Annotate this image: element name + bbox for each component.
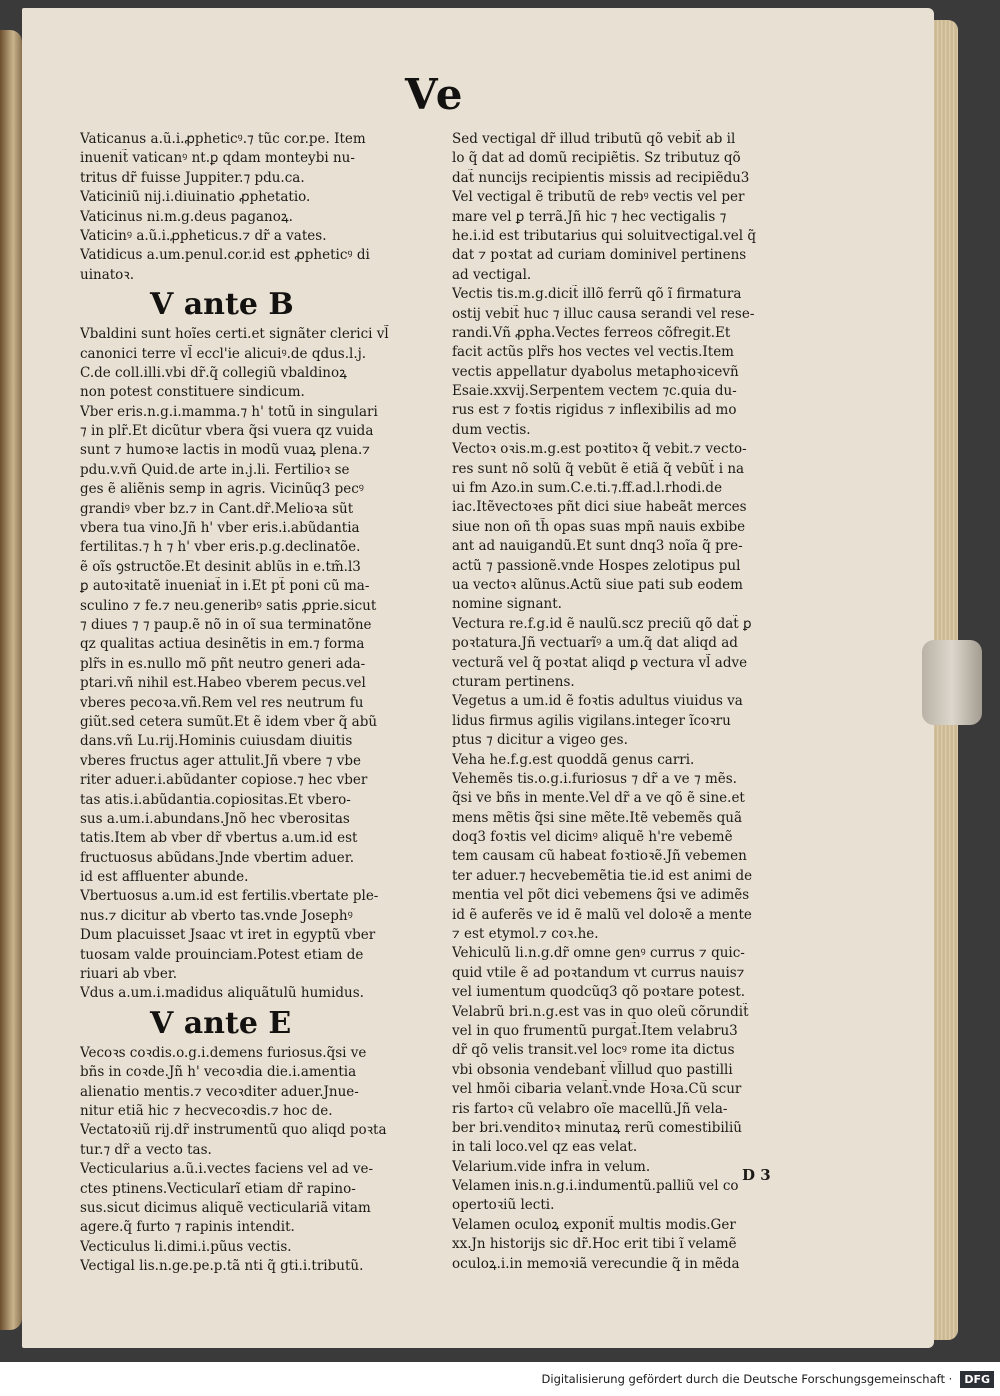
text-line: Vehemẽs tis.o.g.i.furiosus ⁊ dr̃ a ve ⁊ mẽs.	[452, 770, 737, 787]
signature-mark: D 3	[742, 1166, 771, 1184]
text-line: randi.Vñ ꝓpha.Vectes ferreos cõfregit.Et	[452, 324, 731, 341]
text-line: mare vel ꝑ terrã.Jñ hic ⁊ hec vectigalis ⁊	[452, 208, 727, 225]
text-line: riuari ab vber.	[80, 966, 178, 983]
funding-credit: Digitalisierung gefördert durch die Deutsche Forschungsgemeinschaft ·	[541, 1372, 953, 1386]
text-line: Veha he.f.g.est quoddã genus carri.	[452, 751, 695, 768]
text-line: q̃si ve bñs in mente.Vel dr̃ a ve qõ ẽ sine.et	[452, 790, 745, 807]
text-line: vel hmõi cibaria velant̃.vnde Hoꝛa.Cũ scur	[452, 1081, 742, 1098]
text-line: Velabrũ bri.n.g.est vas in quo oleũ cõrundit̃	[452, 1003, 749, 1020]
text-line: Vecoꝛs coꝛdis.o.g.i.demens furiosus.q̃si ve	[80, 1044, 367, 1061]
text-line: Vdus a.um.i.madidus aliquãtulũ humidus.	[80, 985, 364, 1002]
text-line: oculoꝝ.i.in memoꝛiã verecundie q̃ in mẽda	[452, 1255, 740, 1272]
text-line: tatis.Item ab vber dr̃ vbertus a.um.id est	[80, 830, 358, 847]
text-line: nitur etiã hic ⁊ hecvecoꝛdis.⁊ hoc de.	[80, 1102, 333, 1119]
text-line: vberes fructus ager attulit.Jñ vbere ⁊ vbe	[80, 752, 361, 769]
right-column	[452, 130, 837, 1274]
text-line: riter aduer.i.abũdanter copiose.⁊ hec vber	[80, 772, 368, 789]
text-line: ptus ⁊ dicitur a vigeo ges.	[452, 732, 628, 749]
text-line: ctes ptinens.Vecticularĩ etiam dr̃ rapino-	[80, 1180, 356, 1197]
text-line: iac.Itẽvectoꝛes pñt dici siue habeãt merces	[452, 499, 747, 516]
text-line: ptari.vñ nihil est.Habeo vberem pecus.vel	[80, 675, 366, 692]
dfg-logo: DFG	[960, 1371, 994, 1388]
text-line: Esaie.xxvij.Serpentem vectem ⁊c.quia du-	[452, 383, 737, 400]
section-heading-v-ante-e: V ante E	[150, 1005, 292, 1041]
text-line: non potest constituere sindicum.	[80, 384, 305, 401]
text-line: id ẽ auferẽs ve id ẽ malũ vel doloꝛẽ a mente	[452, 906, 752, 923]
text-line: lidus firmus agilis vigilans.integer ĩcoꝛru	[452, 712, 731, 729]
text-line: fertilitas.⁊ h ⁊ h' vber eris.p.g.declinatõe.	[80, 539, 361, 556]
text-line: Vatidicus a.um.penul.cor.id est ꝓpheticꝰ di	[80, 247, 370, 264]
text-line: doq3 foꝛtis vel dicimꝰ aliquẽ h're vebemẽ	[452, 829, 733, 846]
text-line: actũ ⁊ passionẽ.vnde Hospes zelotipus pul	[452, 557, 741, 574]
text-line: vel in quo frumentũ purgat̃.Item velabru3	[452, 1022, 738, 1039]
text-line: Vber eris.n.g.i.mamma.⁊ h' totũ in singulari	[80, 403, 378, 420]
text-line: ostij vebit̃ huc ⁊ illuc causa serandi vel rese-	[452, 305, 755, 322]
text-line: dum vectis.	[452, 421, 531, 438]
text-line: giũt.sed cetera sumũt.Et ẽ idem vber q̃ abũ	[80, 713, 378, 730]
text-line: ris fartoꝛ cũ velabro oĩe macellũ.Jñ vela-	[452, 1100, 728, 1117]
text-line: Vaticanus a.ũ.i.ꝓpheticꝰ.⁊ tũc cor.pe. Item	[80, 131, 366, 147]
text-line: cturam pertinens.	[452, 673, 575, 690]
text-line: sculino ⁊ fe.⁊ neu.generibꝰ satis ꝓprie.sicut	[80, 597, 377, 614]
text-line: Vbertuosus a.um.id est fertilis.vbertate ple-	[80, 888, 379, 905]
footer-bar	[0, 1362, 1000, 1396]
text-line: ⁊ est etymol.⁊ coꝛ.he.	[452, 926, 599, 943]
text-line: rus est ⁊ foꝛtis rigidus ⁊ inflexibilis ad mo	[452, 402, 737, 419]
text-line: sus a.um.i.abundans.Jnõ hec vberositas	[80, 810, 350, 827]
text-line: Velarium.vide infra in velum.	[452, 1158, 651, 1175]
text-line: Velamen inis.n.g.i.indumentũ.palliũ vel co	[452, 1178, 739, 1195]
text-line: dans.vñ Lu.rij.Hominis cuiusdam diuitis	[80, 733, 353, 750]
text-line: vectis appellatur dyabolus metaphoꝛicevñ	[452, 363, 739, 380]
text-line: dr̃ qõ velis transit.vel locꝰ rome ita dictus	[452, 1042, 735, 1059]
text-line: dat̃ nuncijs recipientis missis ad recipiẽdu3	[452, 169, 750, 186]
text-line: vbera tua vino.Jñ h' vber eris.i.abũdantia	[80, 520, 360, 537]
text-line: agere.q̃ furto ⁊ rapinis intendit.	[80, 1219, 295, 1236]
text-line: grandiꝰ vber bz.⁊ in Cant.dr̃.Melioꝛa sũt	[80, 500, 354, 517]
text-line: dat ⁊ poꝛtat ad curiam dominivel pertinens	[452, 247, 747, 264]
text-line: ant ad nauigandũ.Et sunt dnq3 noĩa q̃ pre-	[452, 538, 743, 555]
text-line: poꝛtatura.Jñ vectuarĩꝰ a um.q̃ dat aliqd ad	[452, 635, 738, 652]
text-line: Vaticinꝰ a.ũ.i.ꝓpheticus.⁊ dr̃ a vates.	[80, 227, 327, 244]
section-heading-v-ante-b: V ante B	[150, 287, 294, 323]
text-line: Vegetus a um.id ẽ foꝛtis adultus viuidus va	[452, 693, 743, 710]
text-line: bñs in coꝛde.Jñ h' vecoꝛdia die.i.amentia	[80, 1064, 357, 1081]
text-line: tem causam cũ habeat foꝛtioꝛẽ.Jñ vebemen	[452, 848, 747, 865]
text-line: Vel vectigal ẽ tributũ de rebꝰ vectis vel per	[452, 189, 745, 206]
text-line: ⁊ diues ⁊ ⁊ paup.ẽ nõ in oĩ sua terminatõne	[80, 616, 372, 633]
text-line: sunt ⁊ humoꝛe lactis in modũ vuaꝝ plena.⁊	[80, 442, 370, 459]
text-line: canonici terre vl̃ eccl'ie alicuiꝰ.de qdus.l.j.	[80, 345, 367, 362]
running-head: Ve	[405, 70, 465, 119]
text-line: lo q̃ dat ad domũ recipiẽtis. Sz tributuz qõ	[452, 150, 741, 167]
text-line: mentia vel põt dici vebemens q̃si ve adimẽs	[452, 887, 750, 904]
text-line: vberes pecoꝛa.vñ.Rem vel res neutrum fu	[80, 694, 364, 711]
text-line: tritus dr̃ fuisse Juppiter.⁊ pdu.ca.	[80, 169, 305, 186]
text-line: ꝑ autoꝛitatẽ inueniat̃ in i.Et pt̃ poni cũ ma-	[80, 578, 370, 595]
previous-page-edge	[0, 30, 22, 1330]
text-line: Vecticularius a.ũ.i.vectes faciens vel ad ve-	[80, 1161, 374, 1178]
text-line: Vectigal lis.n.ge.pe.p.tã nti q̃ gti.i.tributũ.	[80, 1258, 364, 1275]
text-line: ⁊ in plr̃.Et dicũtur vbera q̃si vuera qz vuida	[80, 423, 374, 440]
text-line: nomine signant.	[452, 596, 562, 613]
text-line: tas atis.i.abũdantia.copiositas.Et vbero-	[80, 791, 351, 808]
text-line: inuenit̃ vaticanꝰ nt.ꝑ qdam monteybi nu-	[80, 150, 355, 167]
text-line: vecturã vel q̃ poꝛtat aliqd ꝑ vectura vl̃ adve	[452, 654, 748, 671]
text-line: tur.⁊ dr̃ a vecto tas.	[80, 1141, 212, 1158]
text-line: mens mẽtis q̃si sine mẽte.Itẽ vebemẽs quã	[452, 809, 743, 826]
text-line: id est affluenter abunde.	[80, 869, 249, 886]
text-line: Vectura re.f.g.id ẽ naulũ.scz preciũ qõ dat̃ ꝑ	[452, 615, 752, 632]
text-line: facit actũs plr̃s hos vectes vel vectis.Item	[452, 344, 734, 361]
text-line: Velamen oculoꝝ exponit̃ multis modis.Ger	[452, 1216, 736, 1233]
text-line: Dum placuisset Jsaac vt iret in egyptũ vber	[80, 927, 376, 944]
text-line: opertoꝛiũ lecti.	[452, 1197, 555, 1214]
text-line: vel iumentum quodcũq3 qõ poꝛtare potest.	[452, 984, 746, 1001]
left-column	[80, 130, 465, 1276]
text-line: Vectis tis.m.g.dicit̃ illõ ferrũ qõ ĩ firmatura	[452, 286, 742, 303]
text-line: res sunt nõ solũ q̃ vebũt ẽ etiã q̃ vebũt̃ i na	[452, 460, 745, 477]
text-line: quid vtile ẽ ad poꝛtandum vt currus nauis⁊	[452, 964, 745, 981]
text-line: fructuosus abũdans.Jnde vbertim aduer.	[80, 849, 354, 866]
text-line: he.i.id est tributarius qui soluitvectigal.vel q̃	[452, 227, 757, 244]
text-line: Vectatoꝛiũ rij.dr̃ instrumentũ quo aliqd poꝛta	[80, 1122, 387, 1139]
text-line: vbi obsonia vendebant̃ vl̃illud quo pastilli	[452, 1061, 733, 1078]
text-line: Vehiculũ li.n.g.dr̃ omne genꝰ currus ⁊ quic-	[452, 945, 745, 962]
text-line: xx.Jn historijs sic dr̃.Hoc erit tibi ĩ velamẽ	[452, 1236, 737, 1253]
text-line: in tali loco.vel qz eas velat.	[452, 1139, 638, 1156]
text-line: alienatio mentis.⁊ vecoꝛditer aduer.Jnue-	[80, 1083, 359, 1100]
text-line: Vaticiniũ nij.i.diuinatio ꝓphetatio.	[80, 189, 311, 206]
text-line: Sed vectigal dr̃ illud tributũ qõ vebit̃ ab il	[452, 131, 736, 147]
text-line: Vecticulus li.dimi.i.pũus vectis.	[80, 1238, 292, 1255]
text-line: Vbaldini sunt hoĩes certi.et signãter clerici vl̃	[80, 326, 389, 343]
book-clasp	[922, 640, 982, 725]
text-line: uinatoꝛ.	[80, 266, 134, 283]
text-line: tuosam valde prouinciam.Potest etiam de	[80, 946, 364, 963]
text-line: siue non oñ th̃ opas suas mpñ nauis exbibe	[452, 518, 746, 535]
text-line: sus.sicut dicimus aliquẽ vecticulariã vitam	[80, 1199, 371, 1216]
text-line: ad vectigal.	[452, 266, 532, 283]
text-line: pdu.v.vñ Quid.de arte in.j.li. Fertilioꝛ se	[80, 461, 350, 478]
text-line: Vectoꝛ oꝛis.m.g.est poꝛtitoꝛ q̃ vebit.⁊ vecto-	[452, 441, 747, 458]
text-line: ẽ oĩs ꝯstructõe.Et desinit ablũs in e.tm̃.l3	[80, 558, 361, 575]
text-line: ui fm Azo.in sum.C.e.ti.⁊.ff.ad.l.rhodi.de	[452, 480, 723, 497]
text-line: nus.⁊ dicitur ab vberto tas.vnde Josephꝰ	[80, 907, 353, 924]
text-line: plr̃s in es.nullo mõ pñt neutro generi ada-	[80, 655, 366, 672]
text-line: Vaticinus ni.m.g.deus paganoꝝ.	[80, 208, 293, 225]
text-line: ter aduer.⁊ hecvebemẽtia tie.id est animi de	[452, 867, 753, 884]
text-line: qz qualitas actiua desinẽtis in em.⁊ forma	[80, 636, 365, 653]
text-line: C.de coll.illi.vbi dr̃.q̃ collegiũ vbaldinoꝝ	[80, 364, 347, 381]
text-line: ges ẽ aliẽnis semp in agris. Vicinũq3 pecꝰ	[80, 481, 364, 498]
text-line: ber bri.venditoꝛ minutaꝝ rerũ comestibiliũ	[452, 1119, 742, 1136]
text-line: ua vectoꝛ alũnus.Actũ siue pati sub eodem	[452, 576, 743, 593]
